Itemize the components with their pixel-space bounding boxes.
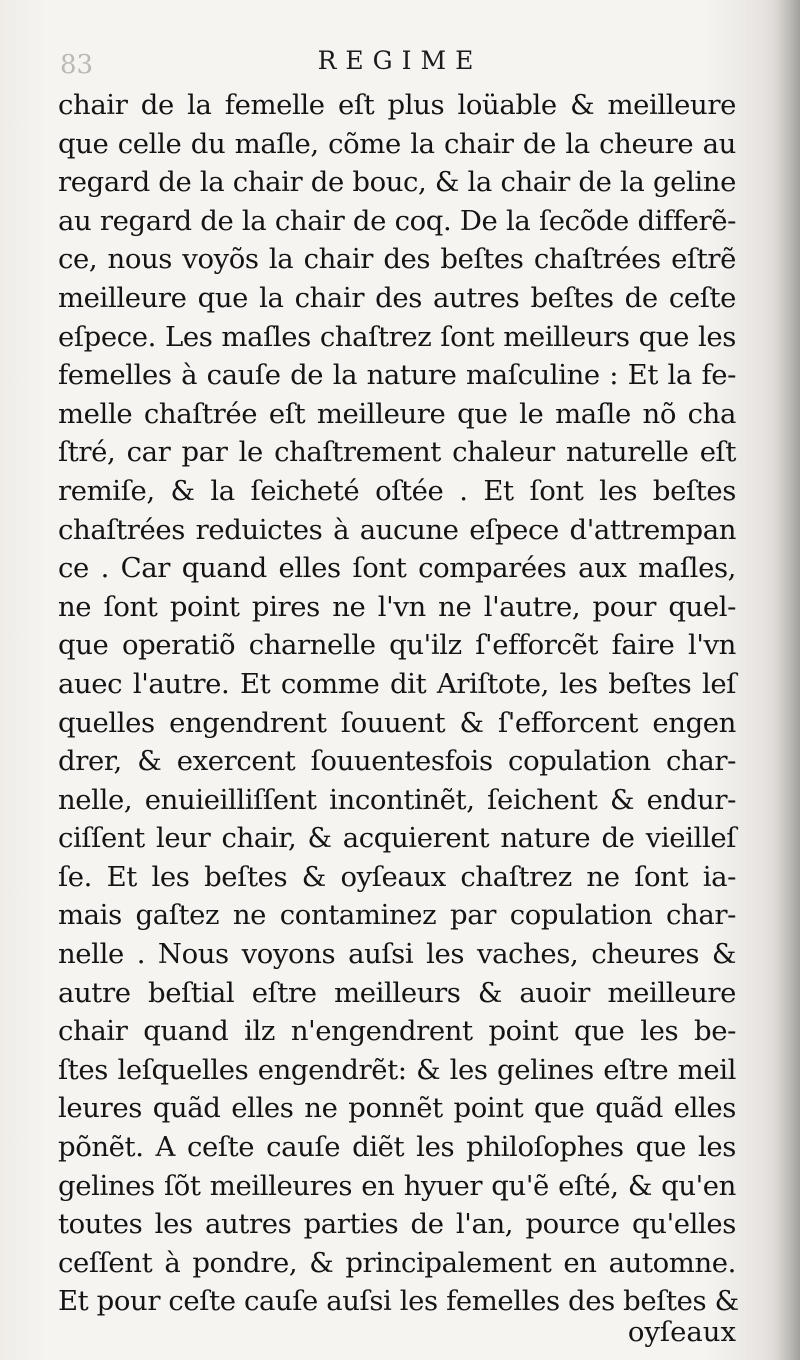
text-line: ne ſont point pires ne l'vn ne l'autre, pour quel- (58, 590, 736, 623)
text-line: au regard de la chair de coq. De la ſecõde differẽ- (58, 204, 736, 237)
text-line: ce, nous voyõs la chair des beſtes chaſtrées eſtrẽ (58, 243, 736, 276)
text-line: leures quãd elles ne ponnẽt point que quãd elles (58, 1092, 736, 1125)
text-line: toutes les autres parties de l'an, pource qu'elles (58, 1208, 736, 1241)
text-line: femelles à cauſe de la nature maſculine : Et la fe- (58, 359, 736, 392)
text-line: ciſſent leur chair, & acquierent nature de vieilleſ (58, 822, 736, 855)
text-line: regard de la chair de bouc, & la chair de la geline (58, 166, 736, 199)
text-line: drer, & exercent ſouuentesfois copulation char- (58, 745, 736, 778)
text-line: nelle, enuieilliſſent incontinẽt, ſeichent & endur- (58, 783, 736, 816)
running-head: REGIME (317, 46, 483, 75)
text-line: mais gaſtez ne contaminez par copulation char- (58, 899, 736, 932)
text-line: nelle . Nous voyons auſsi les vaches, cheures & (58, 938, 736, 971)
text-line: meilleure que la chair des autres beſtes de ceſte (58, 281, 736, 314)
show-through-folio: 83 (60, 50, 94, 80)
text-line: ceſſent à pondre, & principalement en automne. (58, 1246, 736, 1279)
text-line: quelles engendrent ſouuent & ſ'efforcent engen (58, 706, 736, 739)
text-line: remiſe, & la ſeicheté oſtée . Et ſont les beſtes (58, 474, 736, 507)
text-line: ſtré, car par le chaſtrement chaleur naturelle eſt (58, 436, 736, 469)
text-line: ſtes leſquelles engendrẽt: & les gelines eſtre meil (58, 1053, 736, 1086)
text-line: ſe. Et les beſtes & oyſeaux chaſtrez ne ſont ia- (58, 860, 736, 893)
text-line: gelines ſõt meilleures en hyuer qu'ẽ eſté, & qu'en (58, 1169, 736, 1202)
text-line: melle chaſtrée eſt meilleure que le maſle nõ cha (58, 397, 736, 430)
text-line: chair quand ilz n'engendrent point que les be- (58, 1015, 736, 1048)
text-line: põnẽt. A ceſte cauſe diẽt les philoſophes que les (58, 1131, 736, 1164)
text-line: chair de la femelle eſt plus loüable & meilleure (58, 89, 736, 121)
catchword: oyſeaux (627, 1316, 736, 1348)
text-line: que celle du maſle, cõme la chair de la cheure au (58, 127, 736, 160)
text-line: chaſtrées reduictes à aucune eſpece d'attrempan (58, 513, 736, 546)
body-text (58, 86, 739, 1321)
text-line: ce . Car quand elles ſont comparées aux maſles, (58, 552, 736, 585)
text-line: eſpece. Les maſles chaſtrez ſont meilleurs que les (58, 320, 736, 353)
text-line: autre beſtial eſtre meilleurs & auoir meilleure (58, 976, 736, 1009)
text-line: Et pour ceſte cauſe auſsi les femelles des beſtes & (58, 1285, 739, 1318)
text-line: auec l'autre. Et comme dit Ariſtote, les beſtes leſ (58, 667, 736, 700)
text-line: que operatiõ charnelle qu'ilz ſ'efforcẽt faire l'vn (58, 629, 736, 662)
page-gutter-shadow (774, 0, 800, 1360)
